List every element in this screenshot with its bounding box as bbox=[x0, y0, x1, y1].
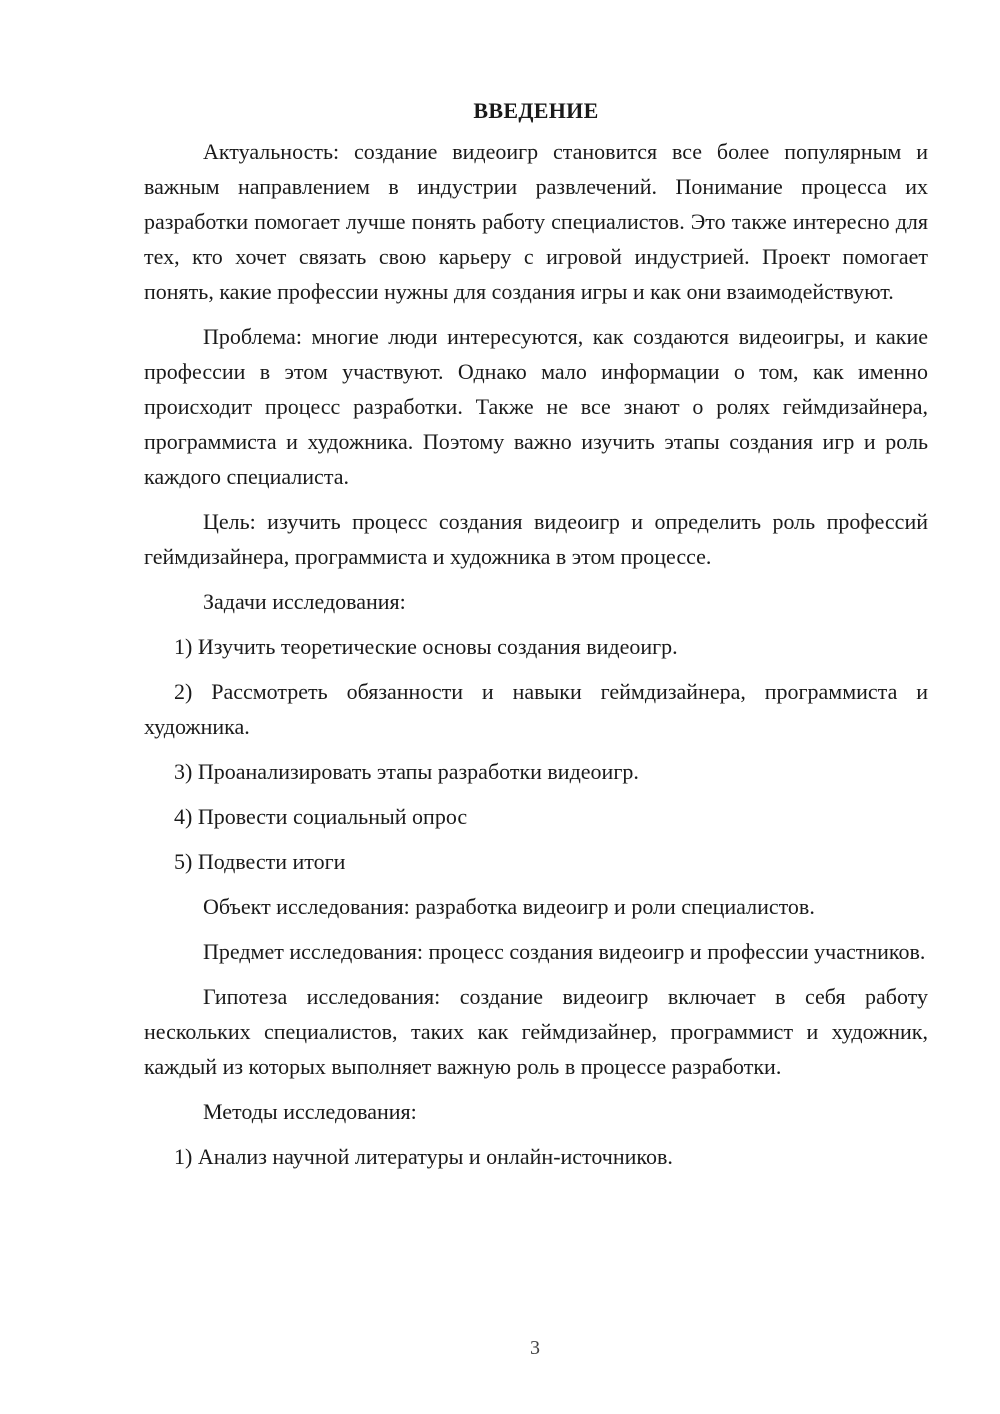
tasks-title: Задачи исследования: bbox=[203, 589, 406, 614]
task-item: 4) Провести социальный опрос bbox=[174, 804, 468, 829]
page-content bbox=[144, 96, 928, 1184]
task-item: 5) Подвести итоги bbox=[174, 849, 346, 874]
paragraph-relevance: Актуальность: создание видеоигр становится все более популярным и важным направлением в индустрии развлечений. Понимание процесса их разработки помогает лучше понять работу специалистов. Это также интересно для тех, кто хочет связать свою карьеру с игровой индустрией. Проект помогает понять, какие профессии нужны для создания игры и как они взаимодействуют. bbox=[144, 139, 928, 304]
paragraph-object: Объект исследования: разработка видеоигр и роли специалистов. bbox=[203, 894, 815, 919]
paragraph-problem: Проблема: многие люди интересуются, как создаются видеоигры, и какие профессии в этом участвуют. Однако мало информации о том, как именно происходит процесс разработки. Также не все знают о ролях геймдизайнера, программиста и художника. Поэтому важно изучить этапы создания игр и роль каждого специалиста. bbox=[144, 324, 928, 489]
task-item: 1) Изучить теоретические основы создания видеоигр. bbox=[174, 634, 678, 659]
paragraph-goal: Цель: изучить процесс создания видеоигр и определить роль профессий геймдизайнера, программиста и художника в этом процессе. bbox=[144, 509, 928, 569]
method-item: 1) Анализ научной литературы и онлайн-источников. bbox=[174, 1144, 673, 1169]
task-item: 3) Проанализировать этапы разработки видеоигр. bbox=[174, 759, 639, 784]
section-heading: ВВЕДЕНИЕ bbox=[473, 98, 599, 123]
paragraph-hypothesis: Гипотеза исследования: создание видеоигр включает в себя работу нескольких специалистов, таких как геймдизайнер, программист и художник, каждый из которых выполняет важную роль в процессе разработки. bbox=[144, 984, 928, 1079]
page-number: 3 bbox=[530, 1337, 540, 1359]
methods-title: Методы исследования: bbox=[203, 1099, 417, 1124]
paragraph-subject: Предмет исследования: процесс создания видеоигр и профессии участников. bbox=[203, 939, 926, 964]
task-item: 2) Рассмотреть обязанности и навыки геймдизайнера, программиста и художника. bbox=[144, 679, 928, 739]
